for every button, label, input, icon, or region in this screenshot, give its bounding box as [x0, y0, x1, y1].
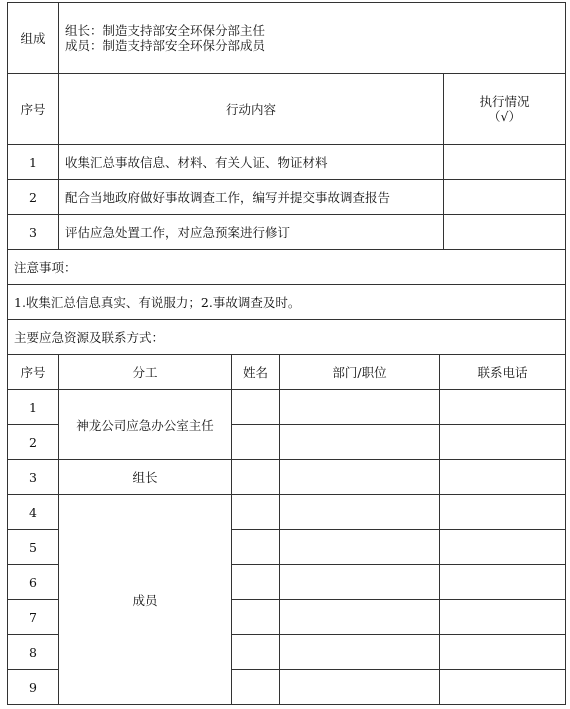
notes-body: 1.收集汇总信息真实、有说服力；2.事故调查及时。 — [8, 285, 566, 320]
resource-seq: 7 — [8, 600, 59, 635]
dept-cell[interactable] — [280, 565, 440, 600]
phone-cell[interactable] — [440, 565, 566, 600]
resource-seq: 5 — [8, 530, 59, 565]
resources-title: 主要应急资源及联系方式： — [8, 320, 566, 355]
action-row — [8, 215, 566, 250]
dept-cell[interactable] — [280, 600, 440, 635]
status-header-label: 执行情况 — [479, 94, 530, 109]
notes-body-row — [8, 285, 566, 320]
action-content: 评估应急处置工作，对应急预案进行修订 — [59, 215, 444, 250]
phone-cell[interactable] — [440, 425, 566, 460]
action-seq: 3 — [8, 215, 59, 250]
phone-cell[interactable] — [440, 460, 566, 495]
name-cell[interactable] — [232, 670, 280, 705]
action-row — [8, 180, 566, 215]
name-cell[interactable] — [232, 425, 280, 460]
table-row — [8, 495, 566, 530]
action-header-row — [8, 74, 566, 145]
team-members — [59, 3, 566, 74]
action-content: 收集汇总事故信息、材料、有关人证、物证材料 — [59, 145, 444, 180]
resources-title-row — [8, 320, 566, 355]
phone-cell[interactable] — [440, 530, 566, 565]
action-row — [8, 145, 566, 180]
role-office-director: 神龙公司应急办公室主任 — [59, 390, 232, 460]
team-member-list: 成员：制造支持部安全环保分部成员 — [65, 38, 266, 53]
resources-name-header: 姓名 — [232, 355, 280, 390]
phone-cell[interactable] — [440, 390, 566, 425]
table-row — [8, 390, 566, 425]
action-seq: 2 — [8, 180, 59, 215]
resources-role-header: 分工 — [59, 355, 232, 390]
notes-title-row — [8, 250, 566, 285]
resources-header-row — [8, 355, 566, 390]
name-cell[interactable] — [232, 495, 280, 530]
role-member: 成员 — [59, 495, 232, 705]
resource-seq: 1 — [8, 390, 59, 425]
action-status-header — [444, 74, 566, 145]
name-cell[interactable] — [232, 635, 280, 670]
team-label: 组成 — [8, 3, 59, 74]
resources-table — [7, 354, 566, 705]
phone-cell[interactable] — [440, 670, 566, 705]
resource-seq: 3 — [8, 460, 59, 495]
name-cell[interactable] — [232, 530, 280, 565]
dept-cell[interactable] — [280, 530, 440, 565]
name-cell[interactable] — [232, 390, 280, 425]
dept-cell[interactable] — [280, 635, 440, 670]
dept-cell[interactable] — [280, 670, 440, 705]
action-content: 配合当地政府做好事故调查工作，编写并提交事故调查报告 — [59, 180, 444, 215]
table-row — [8, 460, 566, 495]
dept-cell[interactable] — [280, 425, 440, 460]
action-seq: 1 — [8, 145, 59, 180]
action-table — [7, 2, 566, 355]
resource-seq: 8 — [8, 635, 59, 670]
team-row — [8, 3, 566, 74]
action-status[interactable] — [444, 180, 566, 215]
status-header-mark: （√） — [488, 109, 521, 124]
phone-cell[interactable] — [440, 635, 566, 670]
resources-seq-header: 序号 — [8, 355, 59, 390]
dept-cell[interactable] — [280, 460, 440, 495]
role-leader: 组长 — [59, 460, 232, 495]
resource-seq: 4 — [8, 495, 59, 530]
resource-seq: 6 — [8, 565, 59, 600]
emergency-form — [7, 2, 565, 705]
resources-dept-header: 部门/职位 — [280, 355, 440, 390]
name-cell[interactable] — [232, 600, 280, 635]
action-content-header: 行动内容 — [59, 74, 444, 145]
resources-phone-header: 联系电话 — [440, 355, 566, 390]
dept-cell[interactable] — [280, 390, 440, 425]
action-seq-header: 序号 — [8, 74, 59, 145]
dept-cell[interactable] — [280, 495, 440, 530]
team-leader: 组长：制造支持部安全环保分部主任 — [65, 23, 266, 38]
name-cell[interactable] — [232, 460, 280, 495]
action-status[interactable] — [444, 145, 566, 180]
name-cell[interactable] — [232, 565, 280, 600]
phone-cell[interactable] — [440, 495, 566, 530]
resource-seq: 2 — [8, 425, 59, 460]
action-status[interactable] — [444, 215, 566, 250]
resource-seq: 9 — [8, 670, 59, 705]
phone-cell[interactable] — [440, 600, 566, 635]
notes-title: 注意事项： — [8, 250, 566, 285]
